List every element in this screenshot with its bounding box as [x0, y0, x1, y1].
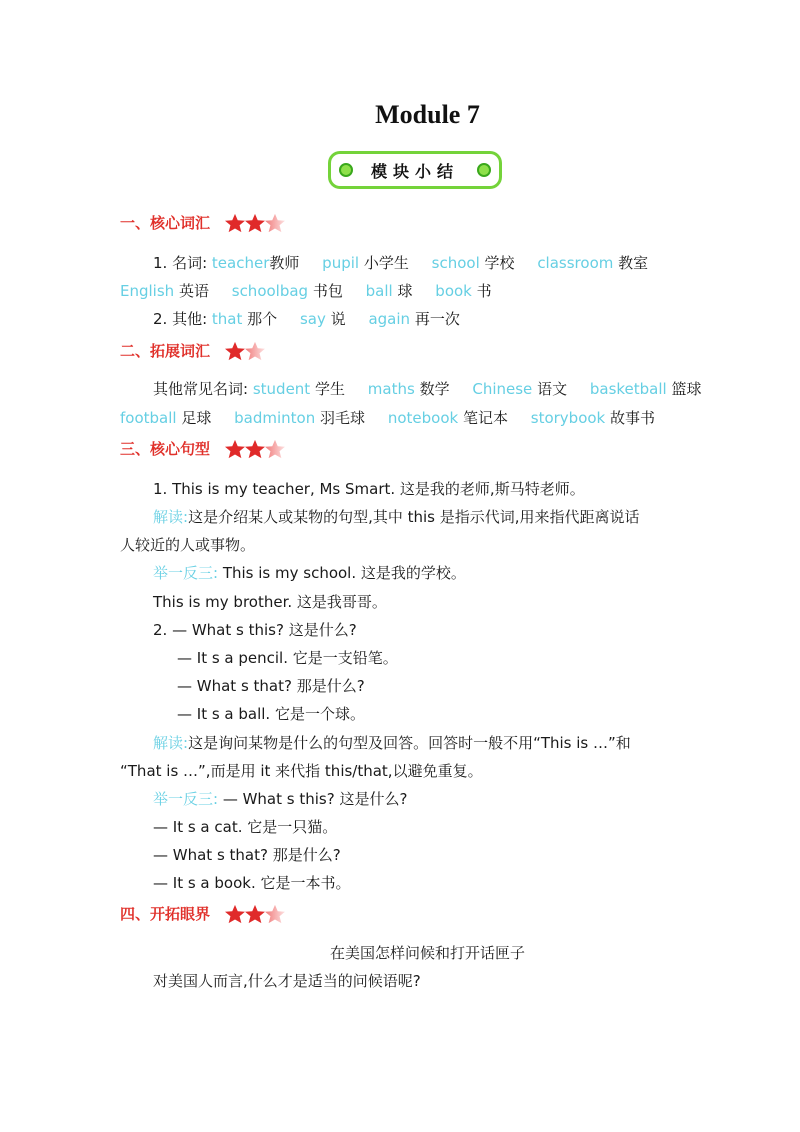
vocab-word: notebook: [387, 409, 459, 427]
dialog-line: — What s that? 那是什么?: [177, 677, 365, 695]
vocab-word: book: [435, 282, 472, 300]
star-full-icon: [244, 904, 266, 924]
vocab-word: teacher: [211, 254, 270, 272]
dialog-line: 2. — What s this? 这是什么?: [153, 621, 357, 639]
dialog-line: — It s a pencil. 它是一支铅笔。: [177, 649, 398, 667]
vocab-word: maths: [367, 380, 415, 398]
vocab-word: say: [299, 310, 326, 328]
vocab-word: school: [431, 254, 480, 272]
section-heading-core-sentences: [120, 438, 284, 459]
star-full-icon: [224, 904, 246, 924]
star-full-icon: [224, 213, 246, 233]
section-heading-horizon: [120, 903, 284, 924]
note-line-cont: 人较近的人或事物。: [120, 536, 256, 554]
vocab-ext-line-1: 其他常见名词: student 学生 maths 数学 Chinese 语文 basketball 篮球: [153, 380, 702, 398]
vocab-word: Chinese: [472, 380, 533, 398]
green-dot-icon: [339, 163, 353, 177]
star-rating: [224, 341, 264, 361]
star-faded-icon: [264, 213, 286, 233]
vocab-word: storybook: [530, 409, 606, 427]
vocab-word: basketball: [589, 380, 667, 398]
module-summary-badge: [328, 151, 502, 189]
vocab-others-line: 2. 其他: that 那个 say 说 again 再一次: [153, 310, 460, 328]
vocab-nouns-line-2: English 英语 schoolbag 书包 ball 球 book 书: [120, 282, 492, 300]
note-line: 解读:这是询问某物是什么的句型及回答。回答时一般不用“This is …”和: [153, 734, 631, 752]
note-line-cont: “That is …”,而是用 it 来代指 this/that,以避免重复。: [120, 762, 483, 780]
vocab-word: classroom: [537, 254, 614, 272]
example-label: 举一反三:: [153, 790, 219, 808]
vocab-word: that: [211, 310, 243, 328]
green-dot-icon: [477, 163, 491, 177]
dialog-line: — What s that? 那是什么?: [153, 846, 341, 864]
dialog-line: — It s a book. 它是一本书。: [153, 874, 351, 892]
page-title: Module 7: [375, 100, 480, 129]
vocab-nouns-line-1: 1. 名词: teacher教师 pupil 小学生 school 学校 classroom 教室: [153, 254, 649, 272]
dialog-line: — It s a ball. 它是一个球。: [177, 705, 365, 723]
badge-label: 模块小结: [370, 161, 459, 181]
example-line: This is my brother. 这是我哥哥。: [153, 593, 387, 611]
vocab-word: badminton: [234, 409, 316, 427]
note-label: 解读:: [153, 508, 189, 526]
section-title: 三、核心句型: [120, 440, 211, 458]
vocab-word: football: [120, 409, 177, 427]
vocab-word: schoolbag: [231, 282, 309, 300]
star-rating: [224, 439, 284, 459]
star-rating: [224, 213, 284, 233]
example-line: 举一反三: — What s this? 这是什么?: [153, 790, 408, 808]
vocab-word: student: [252, 380, 311, 398]
star-faded-icon: [244, 341, 266, 361]
section-title: 一、核心词汇: [120, 214, 211, 232]
section-heading-core-vocab: [120, 212, 284, 233]
star-full-icon: [244, 439, 266, 459]
dialog-line: — It s a cat. 它是一只猫。: [153, 818, 338, 836]
star-faded-icon: [264, 439, 286, 459]
note-line: 解读:这是介绍某人或某物的句型,其中 this 是指示代词,用来指代距离说话: [153, 508, 640, 526]
section-title: 二、拓展词汇: [120, 342, 211, 360]
vocab-ext-line-2: football 足球 badminton 羽毛球 notebook 笔记本 storybook 故事书: [120, 409, 656, 427]
vocab-word: ball: [365, 282, 393, 300]
sentence-1: 1. This is my teacher, Ms Smart. 这是我的老师,斯马特老师。: [153, 480, 585, 498]
star-full-icon: [224, 341, 246, 361]
star-full-icon: [224, 439, 246, 459]
example-label: 举一反三:: [153, 564, 219, 582]
horizon-text: 对美国人而言,什么才是适当的问候语呢?: [153, 972, 421, 990]
example-line: 举一反三: This is my school. 这是我的学校。: [153, 564, 466, 582]
section-title: 四、开拓眼界: [120, 905, 211, 923]
star-faded-icon: [264, 904, 286, 924]
section-heading-extended-vocab: [120, 340, 264, 361]
vocab-word: pupil: [322, 254, 360, 272]
note-label: 解读:: [153, 734, 189, 752]
horizon-subtitle: 在美国怎样问候和打开话匣子: [329, 944, 525, 962]
vocab-word: English: [120, 282, 175, 300]
star-full-icon: [244, 213, 266, 233]
star-rating: [224, 904, 284, 924]
vocab-word: again: [368, 310, 411, 328]
